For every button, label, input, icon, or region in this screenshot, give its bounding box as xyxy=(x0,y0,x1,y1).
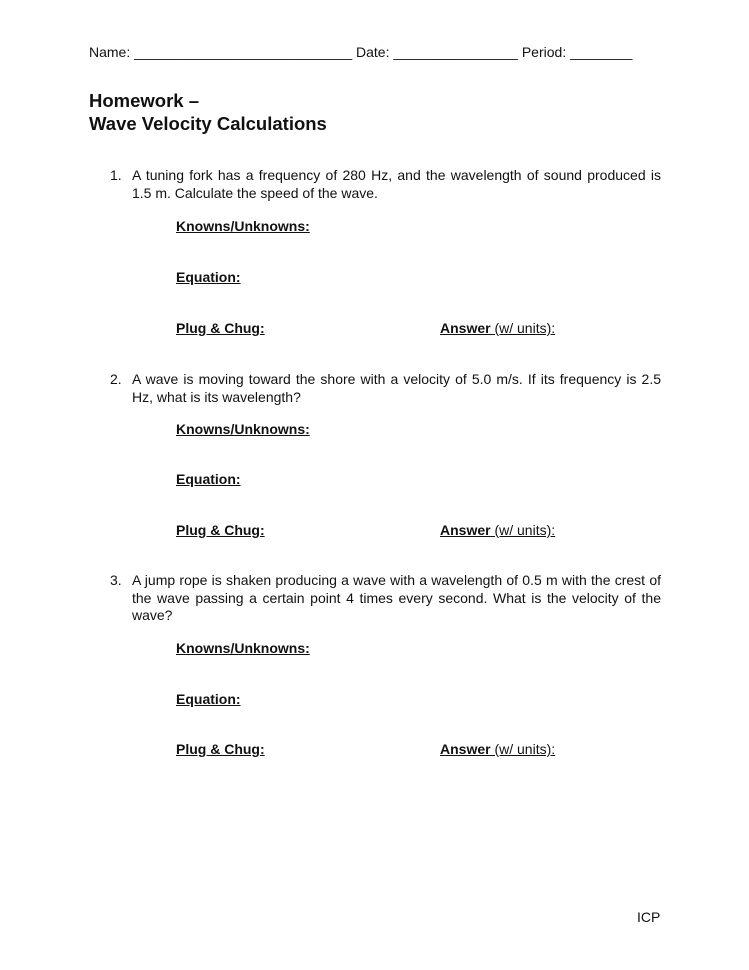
equation-label: Equation: xyxy=(176,269,241,285)
page-title xyxy=(89,89,327,135)
knowns-label: Knowns/Unknowns: xyxy=(176,421,310,437)
answer-label xyxy=(440,522,555,538)
question-text: A jump rope is shaken producing a wave with a wavelength of 0.5 m with the crest of the wave passing a certain point 4 times every second. What is the velocity of the wave? xyxy=(132,572,661,623)
question-text: A wave is moving toward the shore with a velocity of 5.0 m/s. If its frequency is 2.5 Hz, what is its wavelength? xyxy=(132,371,661,405)
course-code: ICP xyxy=(637,909,661,925)
question-text: A tuning fork has a frequency of 280 Hz, and the wavelength of sound produced is 1.5 m. Calculate the speed of the wave. xyxy=(132,167,661,201)
answer-label xyxy=(440,320,555,336)
equation-label: Equation: xyxy=(176,691,241,707)
answer-label xyxy=(440,741,555,757)
knowns-label: Knowns/Unknowns: xyxy=(176,640,310,656)
answer-label-units: (w/ units): xyxy=(490,522,556,538)
title-line-2: Wave Velocity Calculations xyxy=(89,113,327,134)
answer-label-bold: Answer xyxy=(440,741,491,757)
plug-chug-label: Plug & Chug: xyxy=(176,320,265,336)
question-1 xyxy=(89,167,661,202)
answer-label-bold: Answer xyxy=(440,522,491,538)
name-date-period-line: Name: ____________________________ Date: ________________ Period: ________ xyxy=(89,44,633,60)
answer-label-units: (w/ units): xyxy=(490,320,556,336)
answer-label-units: (w/ units): xyxy=(490,741,556,757)
question-number: 1. xyxy=(110,167,122,183)
question-3 xyxy=(89,572,661,625)
plug-chug-label: Plug & Chug: xyxy=(176,741,265,757)
question-2 xyxy=(89,371,661,406)
title-line-1: Homework – xyxy=(89,90,200,111)
equation-label: Equation: xyxy=(176,471,241,487)
plug-chug-label: Plug & Chug: xyxy=(176,522,265,538)
knowns-label: Knowns/Unknowns: xyxy=(176,218,310,234)
answer-label-bold: Answer xyxy=(440,320,491,336)
question-number: 3. xyxy=(110,572,122,588)
question-number: 2. xyxy=(110,371,122,387)
